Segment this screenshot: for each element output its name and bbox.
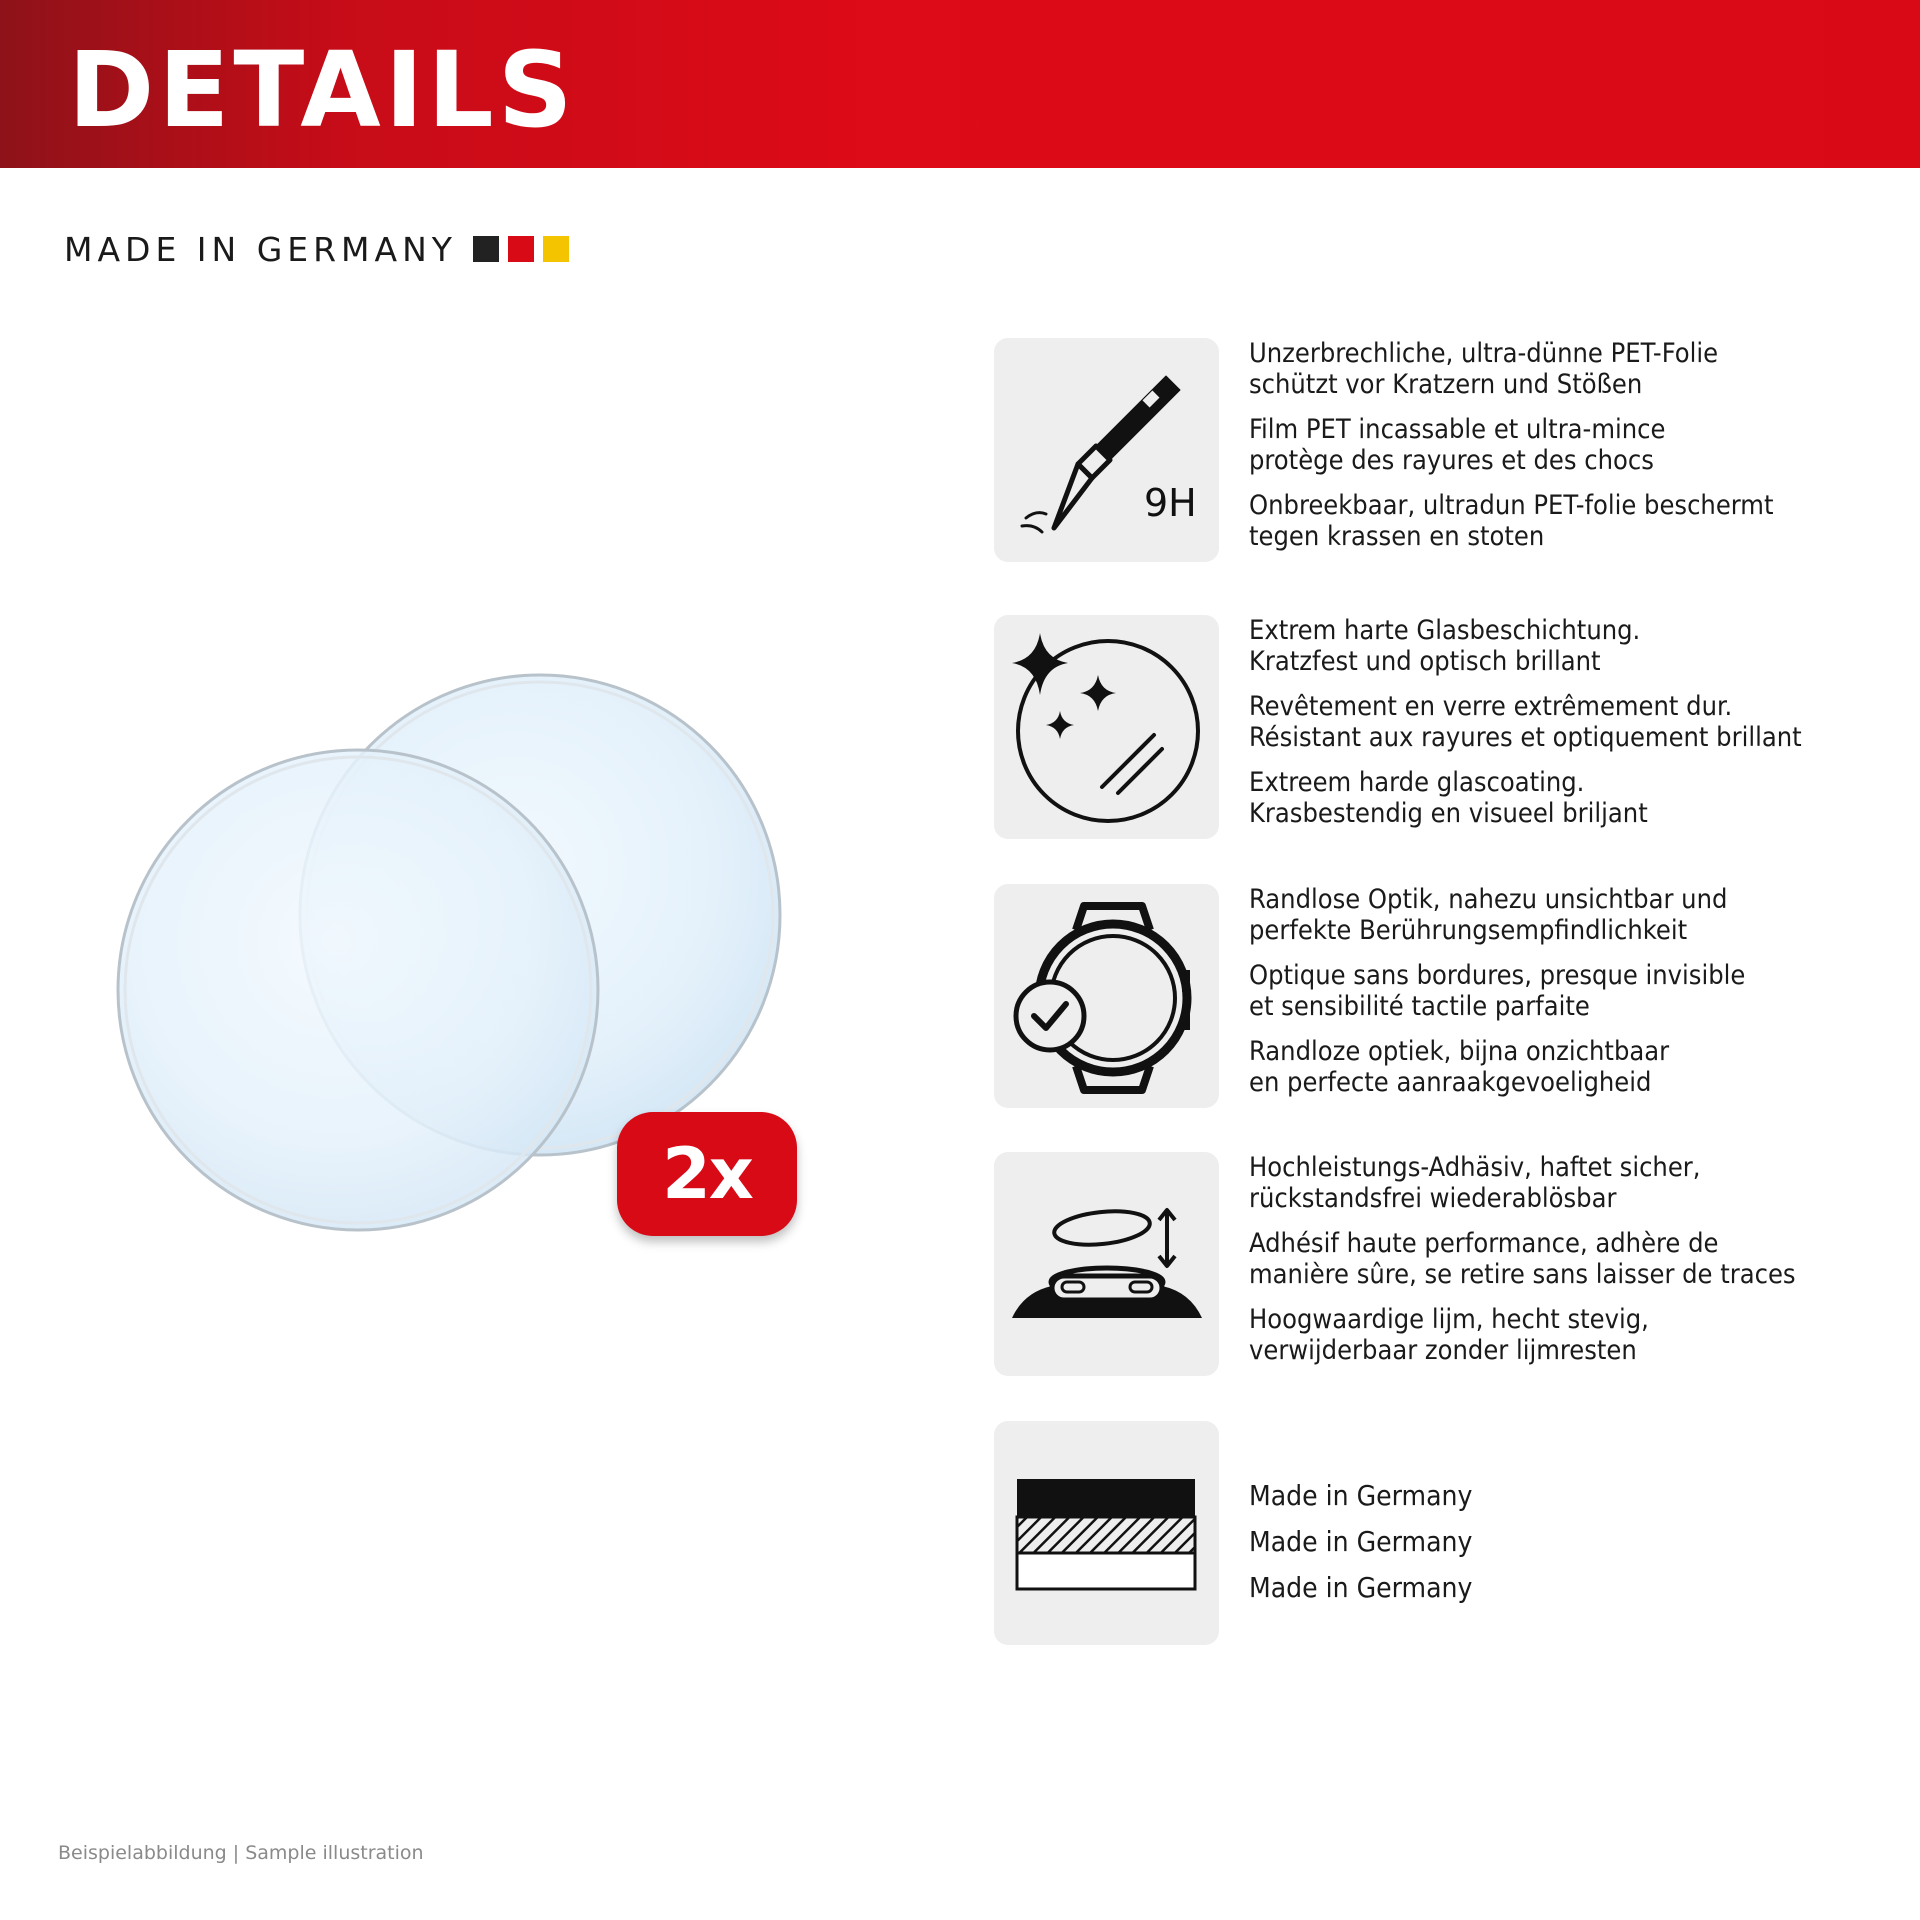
text-line: protège des rayures et des chocs bbox=[1249, 445, 1654, 476]
feature-unbreakable-pet bbox=[994, 338, 1874, 564]
text-block-nl bbox=[1249, 1304, 1889, 1366]
text-line: Optique sans bordures, presque invisible bbox=[1249, 960, 1746, 991]
feature-texts bbox=[1249, 338, 1889, 566]
text-line: et sensibilité tactile parfaite bbox=[1249, 991, 1590, 1022]
sparkle-lens-icon bbox=[994, 615, 1219, 839]
text-line: verwijderbaar zonder lijmresten bbox=[1249, 1335, 1637, 1366]
page-title: DETAILS bbox=[68, 29, 577, 151]
hardness-label: 9H bbox=[1144, 481, 1197, 525]
text-line: Extreem harde glascoating. bbox=[1249, 767, 1585, 798]
quantity-badge-label: 2x bbox=[662, 1133, 752, 1215]
text-line: Kratzfest und optisch brillant bbox=[1249, 646, 1601, 677]
text-line: schützt vor Kratzern und Stößen bbox=[1249, 369, 1643, 400]
flag-black-square bbox=[473, 236, 499, 262]
text-block-fr bbox=[1249, 691, 1889, 753]
text-line: perfekte Berührungsempfindlichkeit bbox=[1249, 915, 1688, 946]
text-line: Randlose Optik, nahezu unsichtbar und bbox=[1249, 884, 1728, 915]
text-block-nl bbox=[1249, 1036, 1889, 1098]
text-line: Extrem harte Glasbeschichtung. bbox=[1249, 615, 1641, 646]
feature-adhesive bbox=[994, 1152, 1874, 1378]
text-line: rückstandsfrei wiederablösbar bbox=[1249, 1183, 1617, 1214]
flag-red-square bbox=[508, 236, 534, 262]
text-line: Hochleistungs-Adhäsiv, haftet sicher, bbox=[1249, 1152, 1701, 1183]
text-line: en perfecte aanraakgevoeligheid bbox=[1249, 1067, 1652, 1098]
flag-gold-square bbox=[543, 236, 569, 262]
adhesive-watch-icon bbox=[994, 1152, 1219, 1376]
text-line: Hoogwaardige lijm, hecht stevig, bbox=[1249, 1304, 1649, 1335]
text-line: Résistant aux rayures et optiquement brillant bbox=[1249, 722, 1802, 753]
text-block-fr bbox=[1249, 1228, 1889, 1290]
text-line: tegen krassen en stoten bbox=[1249, 521, 1545, 552]
made-line-de: Made in Germany bbox=[1249, 1479, 1473, 1512]
text-block-nl bbox=[1249, 767, 1889, 829]
feature-texts bbox=[1249, 615, 1889, 843]
text-block-fr bbox=[1249, 414, 1889, 476]
feature-texts bbox=[1249, 1152, 1889, 1380]
feature-texts bbox=[1249, 884, 1889, 1112]
made-in-germany-row bbox=[64, 226, 569, 272]
text-block-de bbox=[1249, 615, 1889, 677]
header-banner bbox=[0, 0, 1920, 168]
germany-flag-icon bbox=[994, 1421, 1219, 1645]
text-line: Onbreekbaar, ultradun PET-folie beschermt bbox=[1249, 490, 1774, 521]
text-line: manière sûre, se retire sans laisser de traces bbox=[1249, 1259, 1796, 1290]
text-line: Randloze optiek, bijna onzichtbaar bbox=[1249, 1036, 1670, 1067]
smartwatch-check-icon bbox=[994, 884, 1219, 1108]
text-line: Unzerbrechliche, ultra-dünne PET-Folie bbox=[1249, 338, 1719, 369]
text-block-de bbox=[1249, 884, 1889, 946]
made-line-fr: Made in Germany bbox=[1249, 1525, 1473, 1558]
text-block-de bbox=[1249, 338, 1889, 400]
made-in-label: MADE IN GERMANY bbox=[64, 229, 457, 269]
text-block-fr bbox=[1249, 960, 1889, 1022]
text-block-de bbox=[1249, 1152, 1889, 1214]
text-line: Film PET incassable et ultra-mince bbox=[1249, 414, 1666, 445]
scalpel-9h-icon bbox=[994, 338, 1219, 562]
feature-borderless-optics bbox=[994, 884, 1874, 1110]
quantity-badge bbox=[617, 1112, 797, 1236]
sample-illustration-note: Beispielabbildung | Sample illustration bbox=[58, 1842, 424, 1864]
feature-glass-coating bbox=[994, 615, 1874, 841]
feature-made-in-germany bbox=[994, 1421, 1874, 1647]
text-line: Adhésif haute performance, adhère de bbox=[1249, 1228, 1719, 1259]
text-line: Revêtement en verre extrêmement dur. bbox=[1249, 691, 1733, 722]
lens-front-icon bbox=[118, 750, 598, 1230]
text-line: Krasbestendig en visueel briljant bbox=[1249, 798, 1648, 829]
made-in-lines bbox=[1249, 1473, 1472, 1611]
text-block-nl bbox=[1249, 490, 1889, 552]
made-line-nl: Made in Germany bbox=[1249, 1571, 1473, 1604]
